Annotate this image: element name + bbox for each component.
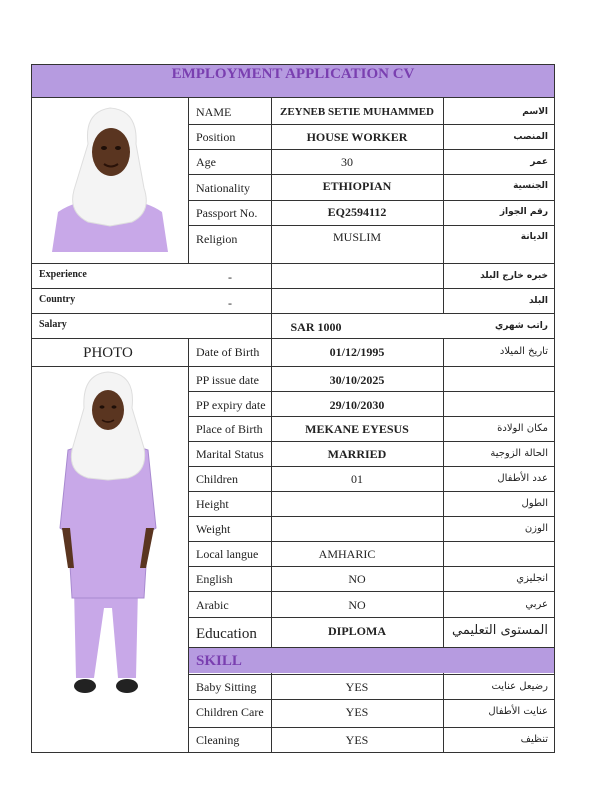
children-value: 01: [351, 472, 363, 486]
pp-expiry-value: 29/10/2030: [329, 398, 385, 412]
marital-status-label: Marital Status: [196, 447, 264, 461]
english-value: NO: [348, 572, 366, 586]
age-label: Age: [196, 155, 216, 169]
name-arabic: الاسم: [522, 107, 548, 117]
english-label: English: [196, 572, 233, 586]
name-label: NAME: [196, 105, 232, 119]
country-arabic: البلد: [528, 296, 548, 306]
skill-baby-sitting-arabic: رضيعل عنايت: [491, 681, 548, 692]
position-label: Position: [196, 130, 236, 144]
place-of-birth-value: MEKANE EYESUS: [305, 422, 409, 436]
skill-baby-sitting-value: YES: [345, 680, 369, 694]
nationality-arabic: الجنسية: [513, 181, 548, 191]
arabic-arabic: عربي: [525, 599, 548, 610]
place-of-birth-label: Place of Birth: [196, 422, 263, 436]
position-arabic: المنصب: [513, 132, 548, 142]
passport-arabic: رقم الجواز: [499, 207, 548, 217]
age-arabic: عمر: [530, 157, 548, 167]
education-value: DIPLOMA: [328, 624, 386, 638]
religion-label: Religion: [196, 232, 238, 246]
salary-value: SAR 1000: [290, 320, 342, 334]
salary-label: Salary: [39, 319, 67, 330]
local-language-label: Local langue: [196, 547, 259, 561]
skill-children-care-label: Children Care: [196, 705, 264, 719]
skill-header: SKILL: [196, 653, 242, 669]
headshot-photo: [48, 100, 172, 252]
photo-label: PHOTO: [83, 345, 133, 361]
education-label: Education: [196, 626, 257, 642]
salary-arabic: راتب شهري: [495, 321, 548, 331]
place-of-birth-arabic: مكان الولادة: [497, 423, 548, 434]
weight-arabic: الوزن: [524, 523, 548, 534]
skill-cleaning-value: YES: [345, 733, 369, 747]
children-label: Children: [196, 472, 238, 486]
passport-value: EQ2594112: [327, 205, 387, 219]
height-value: [272, 493, 442, 501]
experience-value: -: [228, 270, 232, 284]
religion-value: MUSLIM: [332, 230, 381, 244]
weight-value: [272, 518, 442, 526]
children-arabic: عدد الأطفال: [497, 473, 548, 484]
dob-label: Date of Birth: [196, 345, 260, 359]
country-value: -: [228, 296, 232, 310]
height-label: Height: [196, 497, 229, 511]
arabic-value: NO: [348, 598, 366, 612]
english-arabic: انجليزي: [516, 573, 548, 584]
skill-cleaning-label: Cleaning: [196, 733, 240, 747]
dob-value: 01/12/1995: [329, 345, 385, 359]
country-label: Country: [39, 294, 76, 305]
dob-arabic: تاريخ الميلاد: [499, 346, 548, 357]
nationality-label: Nationality: [196, 181, 250, 195]
position-value: HOUSE WORKER: [306, 130, 408, 144]
pp-issue-value: 30/10/2025: [329, 373, 385, 387]
weight-label: Weight: [196, 522, 231, 536]
skill-children-care-value: YES: [345, 705, 369, 719]
passport-label: Passport No.: [196, 206, 258, 220]
nationality-value: ETHIOPIAN: [322, 179, 392, 193]
marital-status-arabic: الحالة الزوجية: [490, 448, 548, 459]
experience-arabic: خبره خارج البلد: [480, 271, 548, 281]
marital-status-value: MARRIED: [327, 447, 387, 461]
skill-children-care-arabic: عنايت الأطفال: [488, 706, 548, 717]
skill-cleaning-arabic: تنظيف: [520, 734, 548, 745]
skill-baby-sitting-label: Baby Sitting: [196, 680, 257, 694]
age-value: 30: [341, 155, 353, 169]
height-arabic: الطول: [521, 498, 548, 509]
name-value: ZEYNEB SETIE MUHAMMED: [279, 106, 435, 118]
page-title: EMPLOYMENT APPLICATION CV: [171, 66, 415, 82]
arabic-label: Arabic: [196, 598, 229, 612]
experience-label: Experience: [39, 269, 87, 280]
local-language-value: AMHARIC: [318, 547, 376, 561]
education-arabic: المستوى التعليمي: [452, 623, 548, 638]
religion-arabic: الديانة: [520, 232, 548, 242]
pp-issue-label: PP issue date: [196, 373, 259, 387]
full-body-photo: [52, 368, 164, 710]
pp-expiry-label: PP expiry date: [196, 398, 266, 412]
